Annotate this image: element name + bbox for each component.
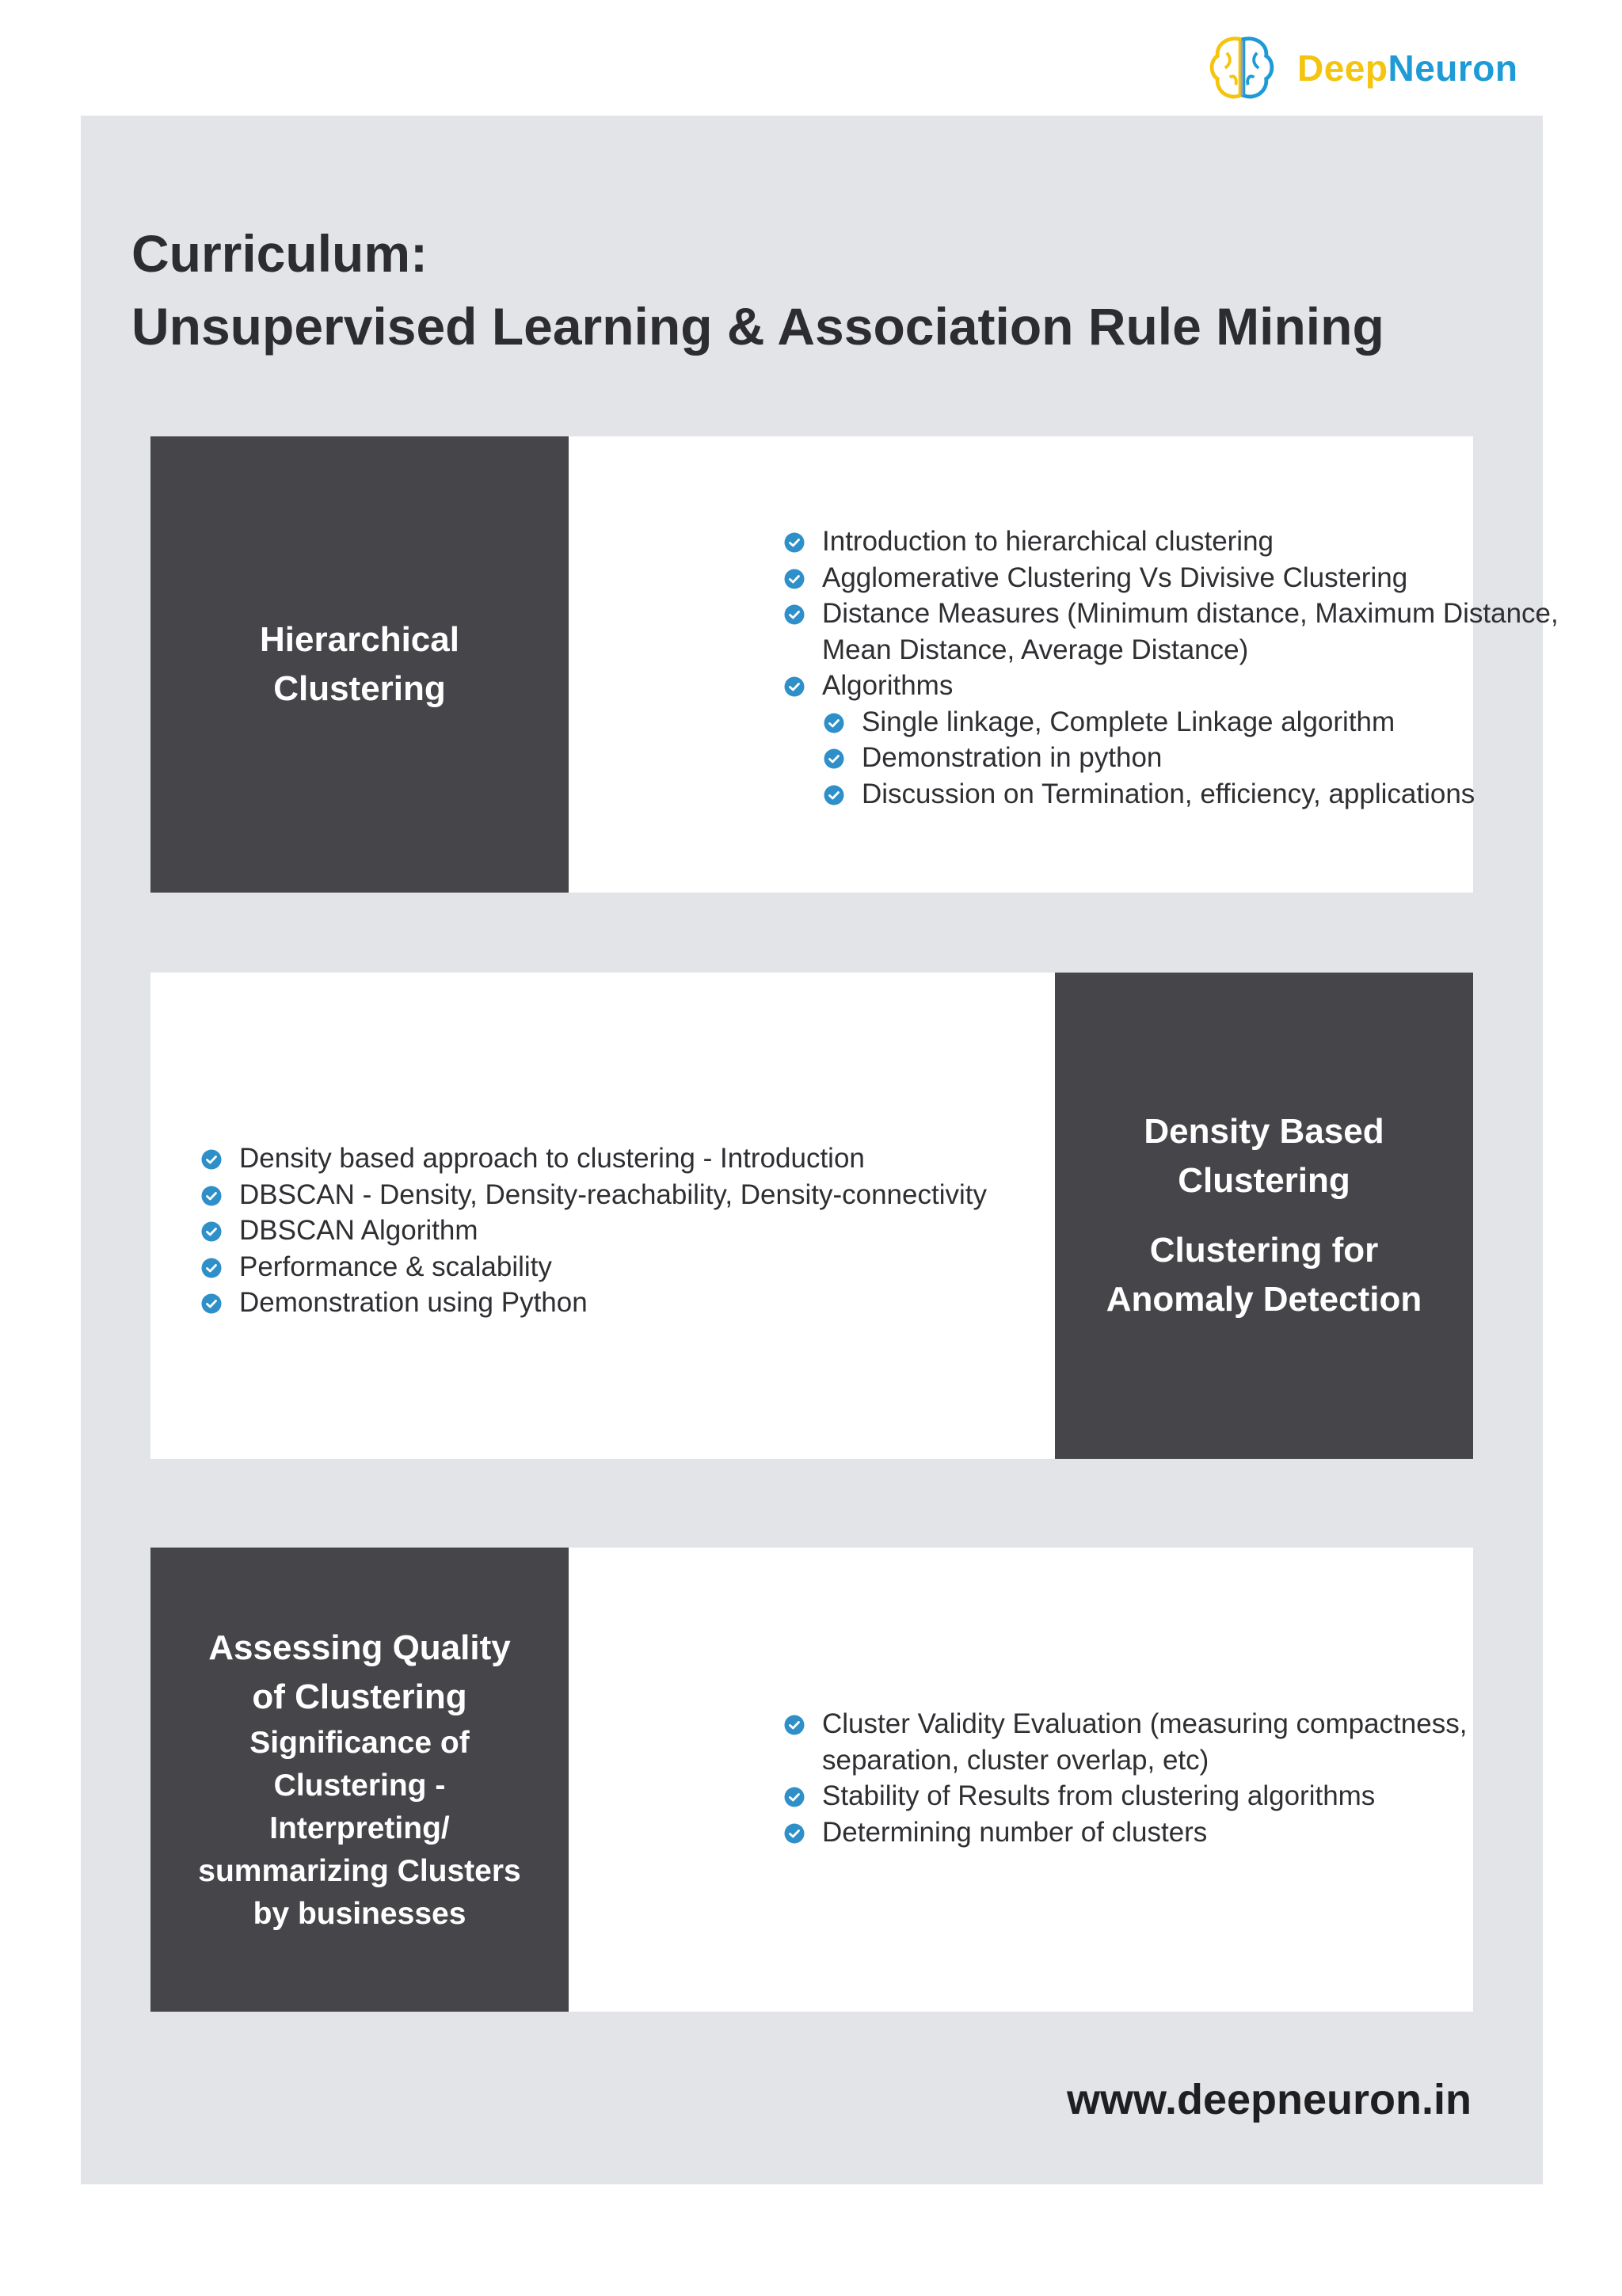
section-label-box xyxy=(150,436,569,893)
section-assessing-quality xyxy=(150,1548,1473,2012)
section-label-line: Clustering xyxy=(1178,1161,1350,1200)
brand-logo xyxy=(1204,29,1517,108)
list-item-text: Performance & scalability xyxy=(239,1251,552,1282)
list-item-text: Stability of Results from clustering algorithms xyxy=(822,1780,1376,1811)
check-circle-icon xyxy=(784,1715,805,1735)
section-label-line: Density Based xyxy=(1144,1112,1384,1151)
list-item-text: Cluster Validity Evaluation (measuring compactness, xyxy=(822,1708,1468,1739)
section-label-line: Clustering xyxy=(273,669,446,708)
list-item-text: Agglomerative Clustering Vs Divisive Clustering xyxy=(822,562,1408,593)
list-item xyxy=(784,668,1616,704)
check-circle-icon xyxy=(824,748,844,769)
list-item-text: Distance Measures (Minimum distance, Maximum Distance, xyxy=(822,598,1559,629)
section-label-line: Assessing Quality xyxy=(208,1628,511,1667)
list-item-text: DBSCAN Algorithm xyxy=(239,1215,478,1246)
footer-website-link[interactable]: www.deepneuron.in xyxy=(1066,2076,1472,2123)
section-label-line: summarizing Clusters xyxy=(198,1854,521,1888)
section-label-line: Clustering - xyxy=(273,1769,446,1803)
topic-list xyxy=(784,524,1616,812)
list-item xyxy=(784,524,1616,560)
check-circle-icon xyxy=(824,713,844,733)
list-item-text: Single linkage, Complete Linkage algorithm xyxy=(862,706,1395,737)
check-circle-icon xyxy=(201,1186,222,1206)
list-item xyxy=(784,1706,1497,1742)
check-circle-icon xyxy=(201,1258,222,1278)
section-density-based-clustering xyxy=(150,973,1473,1459)
list-item xyxy=(201,1177,1041,1213)
title-line-1: Curriculum: xyxy=(131,224,428,283)
check-circle-icon xyxy=(201,1149,222,1170)
list-item-text: Mean Distance, Average Distance) xyxy=(822,634,1249,665)
section-label-box xyxy=(1055,973,1473,1459)
title-line-2: Unsupervised Learning & Association Rule Mining xyxy=(131,297,1384,356)
topic-list xyxy=(784,1706,1497,1850)
check-circle-icon xyxy=(784,1787,805,1807)
brand-name-neuron: Neuron xyxy=(1388,48,1518,89)
list-item xyxy=(201,1213,1041,1249)
section-label-line: Hierarchical xyxy=(260,620,459,659)
section-label-line: Significance of xyxy=(249,1726,470,1760)
list-item-text: Density based approach to clustering - Introduction xyxy=(239,1143,865,1174)
check-circle-icon xyxy=(784,604,805,625)
list-item-text: separation, cluster overlap, etc) xyxy=(822,1744,1209,1776)
list-item-text: Demonstration in python xyxy=(862,742,1163,773)
section-label-line: of Clustering xyxy=(252,1677,467,1716)
topic-list xyxy=(201,1140,1041,1321)
list-item-text: Introduction to hierarchical clustering xyxy=(822,526,1274,557)
list-item xyxy=(784,560,1616,596)
section-label-line: Anomaly Detection xyxy=(1106,1280,1422,1319)
check-circle-icon xyxy=(784,532,805,553)
section-label-line: by businesses xyxy=(253,1897,466,1931)
list-item xyxy=(201,1285,1041,1321)
sub-list-item xyxy=(824,704,1616,741)
section-label-box xyxy=(150,1548,569,2012)
list-item-continuation xyxy=(784,1742,1497,1779)
check-circle-icon xyxy=(784,1823,805,1844)
brain-icon xyxy=(1204,30,1280,106)
list-item-text: DBSCAN - Density, Density-reachability, Density-connectivity xyxy=(239,1178,987,1210)
list-item-text: Algorithms xyxy=(822,670,954,701)
list-item xyxy=(201,1249,1041,1285)
section-hierarchical-clustering xyxy=(150,436,1559,893)
list-item-text: Demonstration using Python xyxy=(239,1287,588,1318)
check-circle-icon xyxy=(201,1221,222,1242)
list-item-text: Discussion on Termination, efficiency, applications xyxy=(862,778,1475,809)
section-label-line: Clustering for xyxy=(1149,1231,1379,1270)
page-title xyxy=(131,217,1384,363)
list-item-text: Determining number of clusters xyxy=(822,1816,1208,1848)
list-item-continuation xyxy=(784,632,1616,668)
list-item xyxy=(201,1140,1041,1177)
check-circle-icon xyxy=(784,676,805,697)
list-item xyxy=(784,1814,1497,1851)
section-label-line: Interpreting/ xyxy=(269,1811,450,1845)
check-circle-icon xyxy=(824,785,844,805)
brand-name-deep: Deep xyxy=(1297,48,1388,89)
sub-list-item xyxy=(824,776,1616,813)
curriculum-sheet xyxy=(81,116,1559,2184)
list-item xyxy=(784,1778,1497,1814)
check-circle-icon xyxy=(201,1293,222,1314)
check-circle-icon xyxy=(784,569,805,589)
list-item xyxy=(784,596,1616,632)
brand-name xyxy=(1297,47,1517,89)
sub-list-item xyxy=(824,740,1616,776)
